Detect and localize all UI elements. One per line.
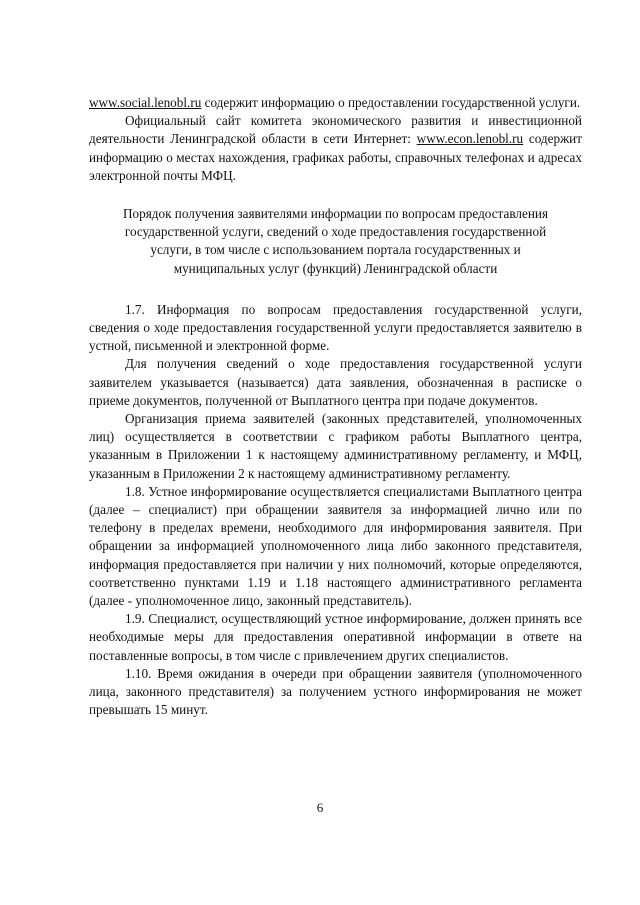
paragraph-official-site-before: Официальный сайт комитета экономического развития и инвестиционной деятельности Ленинградской области в сети Интернет: — [89, 113, 582, 147]
section-heading-line: услуги, в том числе с использованием портала государственных и — [150, 242, 521, 258]
section-heading-line: муниципальных услуг (функций) Ленинградской области — [173, 260, 498, 276]
link-econ-lenobl[interactable]: www.econ.lenobl.ru — [416, 131, 524, 147]
paragraph-1-10: 1.10. Время ожидания в очереди при обращении заявителя (уполномоченного лица, законного представителя) за получением устного информирования не может превышать 15 минут. — [89, 665, 582, 718]
paragraph-reception-schedule: Организация приема заявителей (законных представителей, уполномоченных лиц) осуществляется в соответствии с графиком работы Выплатного центра, указанным в Приложении 1 к настоящему административному регламенту, и МФЦ, указанным в Приложении 2 к настоящему административному регламенту. — [89, 411, 582, 481]
section-heading-line: Порядок получения заявителями информации по вопросам предоставления — [122, 206, 549, 222]
document-page — [89, 94, 582, 720]
link-social-lenobl[interactable]: www.social.lenobl.ru — [89, 95, 202, 110]
section-heading — [97, 205, 574, 278]
paragraph-1-7: 1.7. Информация по вопросам предоставления государственной услуги, сведения о ходе предоставления государственной услуги предоставляется заявителю в устной, письменной и электронной форме. — [89, 301, 582, 354]
paragraph-1-9: 1.9. Специалист, осуществляющий устное информирование, должен принять все необходимые меры для предоставления оперативной информации в ответе на поставленные вопросы, в том числе с привлечением других специалистов. — [89, 611, 582, 663]
section-heading-line: государственной услуги, сведений о ходе предоставления государственной — [124, 224, 547, 240]
paragraph-1-8: 1.8. Устное информирование осуществляется специалистами Выплатного центра (далее – специалист) при обращении заявителя за информацией лично или по телефону в пределах времени, необходимого для информирования заявителя. При обращении за информацией уполномоченного лица либо законного представителя, информация предоставляется при наличии у них полномочий, которые определяются, соответственно пунктами 1.19 и 1.18 настоящего административного регламента (далее - уполномоченное лицо, законный представитель). — [89, 483, 582, 609]
paragraph-official-site — [89, 112, 582, 185]
paragraph-official-site-after: содержит информацию о местах нахождения, графиках работы, справочных телефонах и адресах электронной почты МФЦ. — [89, 131, 583, 183]
paragraph-status-info: Для получения сведений о ходе предоставления государственной услуги заявителем указывается (называется) дата заявления, обозначенная в расписке о приеме документов, полученной от Выплатного центра при подаче документов. — [89, 356, 582, 408]
page-number: 6 — [316, 800, 324, 815]
paragraph-social-text: содержит информацию о предоставлении государственной услуги. — [201, 95, 581, 110]
paragraph-social-site — [89, 94, 582, 112]
